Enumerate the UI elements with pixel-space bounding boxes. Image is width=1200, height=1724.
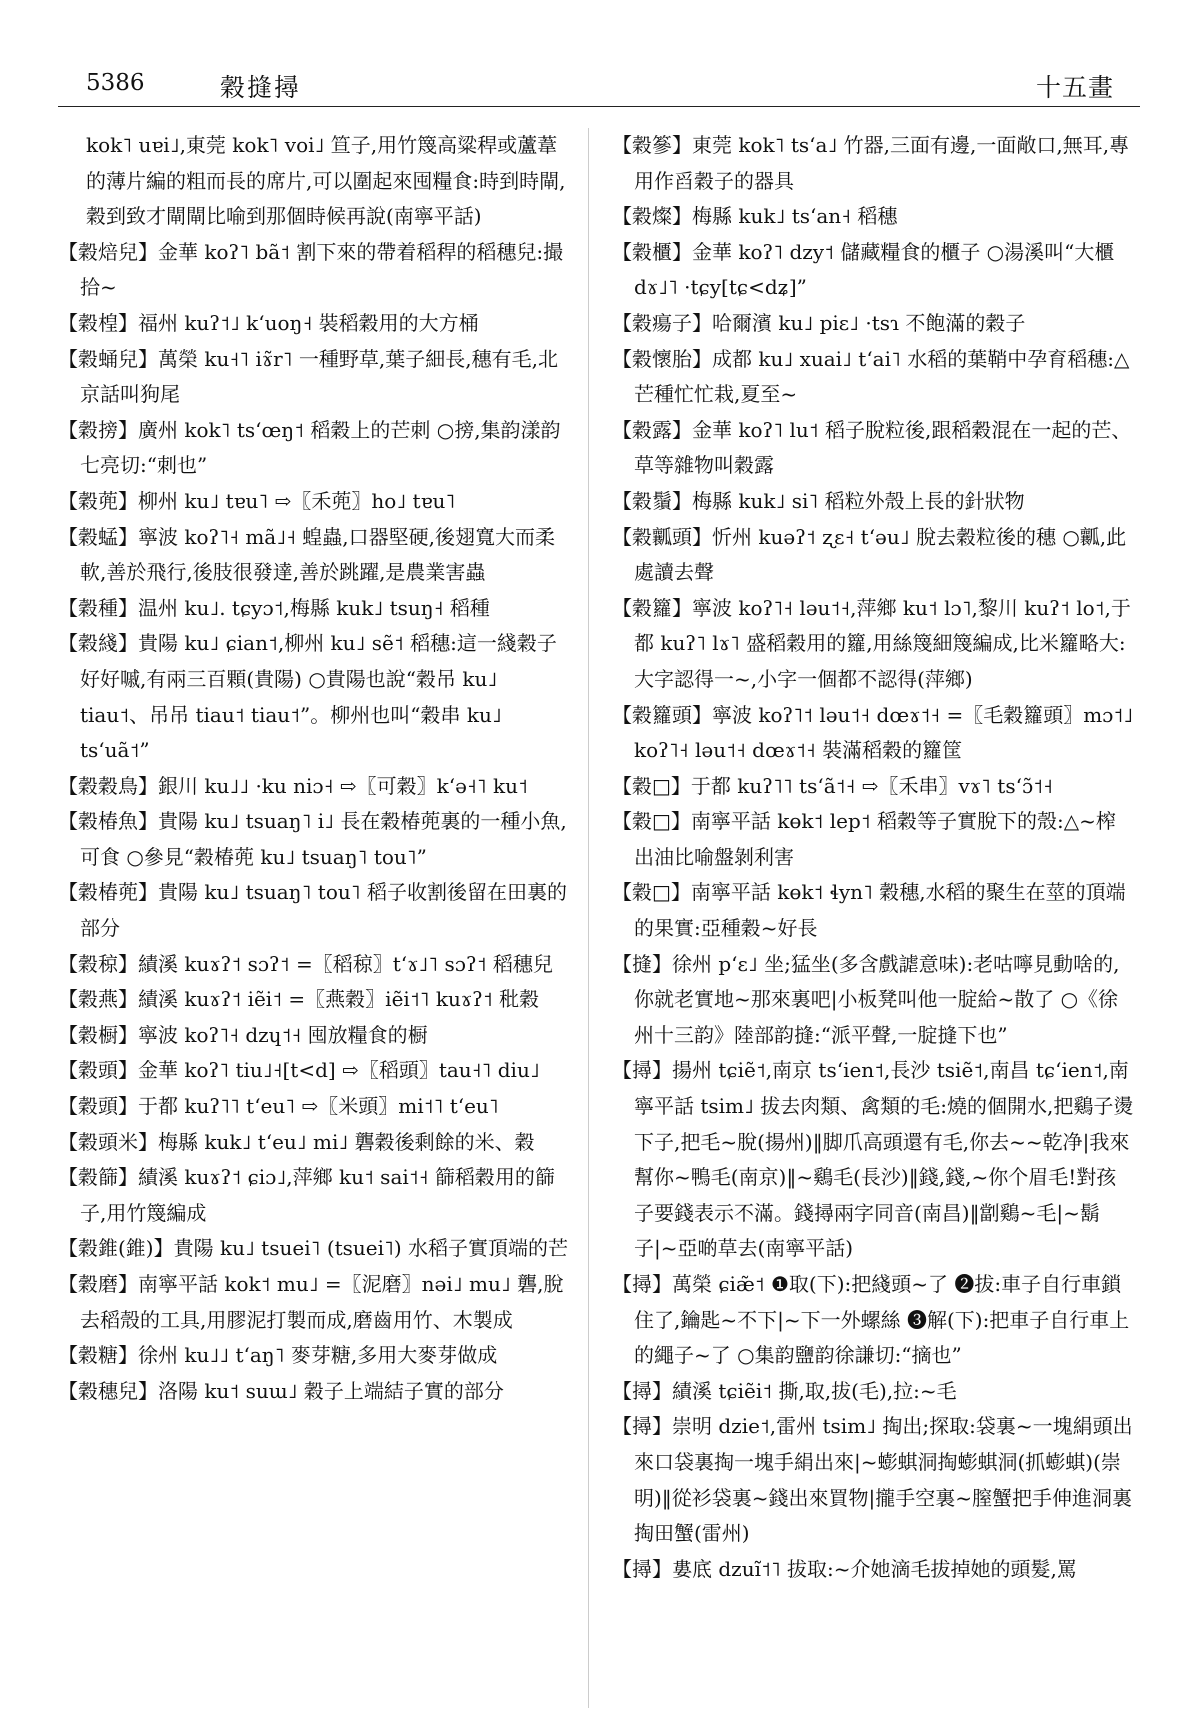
dictionary-entry: 【穀篩】績溪 kuɤʔ˦ ɕiɔ˩,萍鄉 ku˦ sai˦˧ 篩稻穀用的篩子,用竹篾編成 — [58, 1165, 555, 1225]
dictionary-entry: 【撏】崇明 dzie˦,雷州 tsim˩ 掏出;探取:袋裏~一塊絹頭出來口袋裏掏一塊手絹出來|~蟛蜞洞掏蟛蜞洞(抓蟛蜞)(崇明)‖從衫袋裏~錢出來買物|攏手空裏~膣蟹把手伸進洞裏掏田蟹(雷州) — [612, 1414, 1133, 1546]
dictionary-entry: 【穀稤】績溪 kuɤʔ˦ sɔʔ˦ =〖稻稤〗tʻɤ˩˥ sɔʔ˦ 稻穗兒 — [58, 951, 553, 976]
dictionary-entry: kok˥ uɐi˩,東莞 kok˥ voi˩ 笪子,用竹篾高粱稈或蘆葦的薄片編的粗而長的席片,可以圍起來囤糧食:時到時閘,穀到致才閘閘比喻到那個時候再說(南寧平話) — [86, 133, 566, 229]
dictionary-entry: 【穀綫】貴陽 ku˩ ɕian˦,柳州 ku˩ sẽ˦ 稻穗:這一綫穀子好好嘁,有兩三百顆(貴陽) ○貴陽也說“穀吊 ku˩ tiau˦、吊吊 tiau˦ tiau˦”。柳州也叫“穀串 ku˩ tsʻuã˦” — [58, 631, 557, 763]
dictionary-entry: 【撏】萬榮 ɕiæ̃˦ ❶取(下):把綫頭~了 ❷拔:車子自行車鎖住了,鑰匙~不下|~下一外螺絲 ❸解(下):把車子自行車上的繩子~了 ○集韵鹽韵徐謙切:“摘也” — [612, 1272, 1130, 1368]
dictionary-entry: 【穀搒】廣州 kok˥ tsʻœŋ˦ 稻穀上的芒刺 ○搒,集韵漾韵七亮切:“刺也” — [58, 417, 561, 478]
dictionary-entry: 【穀椿蔸】貴陽 ku˩ tsuaŋ˥ tou˥ 稻子收割後留在田裏的部分 — [58, 880, 567, 941]
dictionary-entry: 【穀燕】績溪 kuɤʔ˦ iẽi˦ =〖燕穀〗iẽi˦˥ kuɤʔ˦ 秕穀 — [58, 987, 540, 1012]
dictionary-entry: 【穀穗兒】洛陽 ku˦ suɯ˩ 穀子上端結子實的部分 — [58, 1378, 504, 1403]
left-column — [58, 128, 570, 1708]
dictionary-entry: 【穀鬚】梅縣 kuk˩ si˥ 稻粒外殼上長的針狀物 — [612, 488, 1025, 513]
dictionary-entry: 【穀糖】徐州 ku˩˩ tʻaŋ˥ 麥芽糖,多用大麥芽做成 — [58, 1343, 498, 1368]
dictionary-entry: 【穀頭米】梅縣 kuk˩ tʻeu˩ mi˩ 礱穀後剩餘的米、穀 — [58, 1129, 535, 1154]
dictionary-entry: 【穀錐(錐)】貴陽 ku˩ tsuei˥ (tsuei˥) 水稻子實頂端的芒 — [58, 1236, 569, 1261]
dictionary-entry: 【穀磨】南寧平話 kok˦ mu˩ =〖泥磨〗nəi˩ mu˩ 礱,脫去稻殼的工具,用膠泥打製而成,磨齒用竹、木製成 — [58, 1272, 564, 1332]
dictionary-entry: 【穀頭】金華 koʔ˥ tiu˩˧[t<d] ⇨〖稻頭〗tau˧˥ diu˩ — [58, 1058, 540, 1083]
section-title: 十五畫 — [1035, 73, 1114, 102]
right-column — [612, 128, 1134, 1708]
dictionary-entry: 【穀露】金華 koʔ˥ lu˦ 稻子脫粒後,跟稻穀混在一起的芒、草等雜物叫穀露 — [612, 417, 1132, 478]
dictionary-entry: 【穀穀鳥】銀川 ku˩˩ ·ku niɔ˧ ⇨〖可穀〗kʻə˧˥ ku˦ — [58, 773, 528, 798]
dictionary-entry: 【摓】徐州 pʻɛ˩ 坐;猛坐(多含戲謔意味):老咕嚀見動啥的,你就老實地~那來裏吧|小板凳叫他一腚給~散了 ○《徐州十三韵》陸部韵摓:“派平聲,一腚摓下也” — [612, 951, 1120, 1047]
dictionary-entry: 【穀□】于都 kuʔ˥˥ tsʻã˦˧ ⇨〖禾串〗vɤ˥ tsʻɔ̃˦˧ — [612, 773, 1053, 798]
dictionary-entry: 【穀籮頭】寧波 koʔ˥˦ ləu˦˧ dœɤ˦˧ =〖毛穀籮頭〗mɔ˦˩ koʔ˥˧ ləu˦˧ dœɤ˦˧ 裝滿稻穀的籮筐 — [612, 702, 1134, 763]
column-divider — [588, 128, 589, 1708]
dictionary-entry: 【穀籮】寧波 koʔ˥˧ ləu˦˧,萍鄉 ku˦ lɔ˥,黎川 kuʔ˦ lo˦,于都 kuʔ˥ lɤ˥ 盛稻穀用的籮,用絲篾細篾編成,比米籮略大:大字認得一~,小字一個都不認得(萍鄉) — [612, 595, 1131, 691]
dictionary-entry: 【穀椿魚】貴陽 ku˩ tsuaŋ˥ i˩ 長在穀椿蔸裏的一種小魚,可食 ○參見“穀椿蔸 ku˩ tsuaŋ˥ tou˥” — [58, 809, 567, 869]
dictionary-entry: 【穀櫃】金華 koʔ˥ dzy˦ 儲藏糧食的櫃子 ○湯溪叫“大櫃 dɤ˩˥ ·tɕy[tɕ<dʑ]” — [612, 239, 1115, 300]
dictionary-entry: 【穀篸】東莞 kok˥ tsʻa˩ 竹器,三面有邊,一面敞口,無耳,專用作舀穀子的器具 — [612, 133, 1130, 193]
dictionary-entry: 【穀頭】于都 kuʔ˥˥ tʻeu˥ ⇨〖米頭〗mi˦˥ tʻeu˥ — [58, 1094, 499, 1119]
dictionary-entry: 【穀蔸】柳州 ku˩ tɐu˥ ⇨〖禾蔸〗ho˩ tɐu˥ — [58, 488, 456, 513]
page-number: 5386 — [86, 70, 145, 96]
dictionary-entry: 【撏】績溪 tɕiẽi˦ 撕,取,拔(毛),拉:~毛 — [612, 1378, 957, 1403]
dictionary-entry: 【穀焙兒】金華 koʔ˥ bã˦ 割下來的帶着稻稈的稻穗兒:撮拾~ — [58, 239, 564, 300]
dictionary-entry: 【撏】婁底 dzuĩ˦˥ 拔取:~介她滴毛拔掉她的頭髮,罵 — [612, 1556, 1077, 1581]
dictionary-entry: 【穀瘍子】哈爾濱 ku˩ piɛ˩ ·tsɿ 不飽滿的穀子 — [612, 310, 1026, 335]
dictionary-entry: 【穀懷胎】成都 ku˩ xuai˩ tʻai˥ 水稻的葉鞘中孕育稻穗:△芒種忙忙栽,夏至~ — [612, 346, 1130, 407]
page-header — [58, 58, 1140, 107]
dictionary-entry: 【穀燦】梅縣 kuk˩ tsʻan˧ 稻穗 — [612, 204, 898, 229]
dictionary-entry: 【穀種】温州 ku˩. tɕyɔ˦,梅縣 kuk˩ tsuŋ˧ 稻種 — [58, 595, 490, 620]
dictionary-entry: 【穀□】南寧平話 kɵk˦ lep˦ 稻穀等子實脫下的殼:△~榨出油比喻盤剝利害 — [612, 809, 1116, 869]
dictionary-entry: 【穀橱】寧波 koʔ˥˧ dzɥ˦˧ 囤放糧食的橱 — [58, 1022, 428, 1047]
dictionary-entry: 【穀楻】福州 kuʔ˦˩ kʻuoŋ˧ 裝稻穀用的大方桶 — [58, 310, 479, 335]
dictionary-entry: 【穀□】南寧平話 kɵk˦ ɬyn˥ 穀穗,水稻的聚生在莖的頂端的果實:亞種穀~好長 — [612, 880, 1126, 941]
dictionary-entry: 【穀蜢】寧波 koʔ˥˧ mã˩˧ 蝗蟲,口器堅硬,後翅寬大而柔軟,善於飛行,後肢很發達,善於跳躍,是農業害蟲 — [58, 524, 556, 585]
dictionary-entry: 【穀瓤頭】忻州 kuəʔ˦ ʐɛ˧ tʻəu˩ 脫去穀粒後的穗 ○瓤,此處讀去聲 — [612, 524, 1127, 585]
dictionary-entry: 【穀蛹兒】萬榮 ku˧˥ iɤ̃r˥ 一種野草,葉子細長,穗有毛,北京話叫狗尾 — [58, 346, 558, 407]
dictionary-entry: 【撏】揚州 tɕiẽ˦,南京 tsʻien˦,長沙 tsiẽ˦,南昌 tɕʻien˦,南寧平話 tsim˩ 拔去肉類、禽類的毛:燒的個開水,把鷄子燙下子,把毛~脫(揚州)‖脚爪高頭還有毛,你去~~乾净|我來幫你~鴨毛(南京)‖~鷄毛(長沙)‖錢,錢,~你个眉毛!對孩子要錢表示不滿。錢撏兩字同音(南昌)‖劏鷄~毛|~鬍子|~亞啲草去(南寧平話) — [612, 1058, 1134, 1261]
head-characters: 穀摓撏 — [220, 73, 302, 102]
